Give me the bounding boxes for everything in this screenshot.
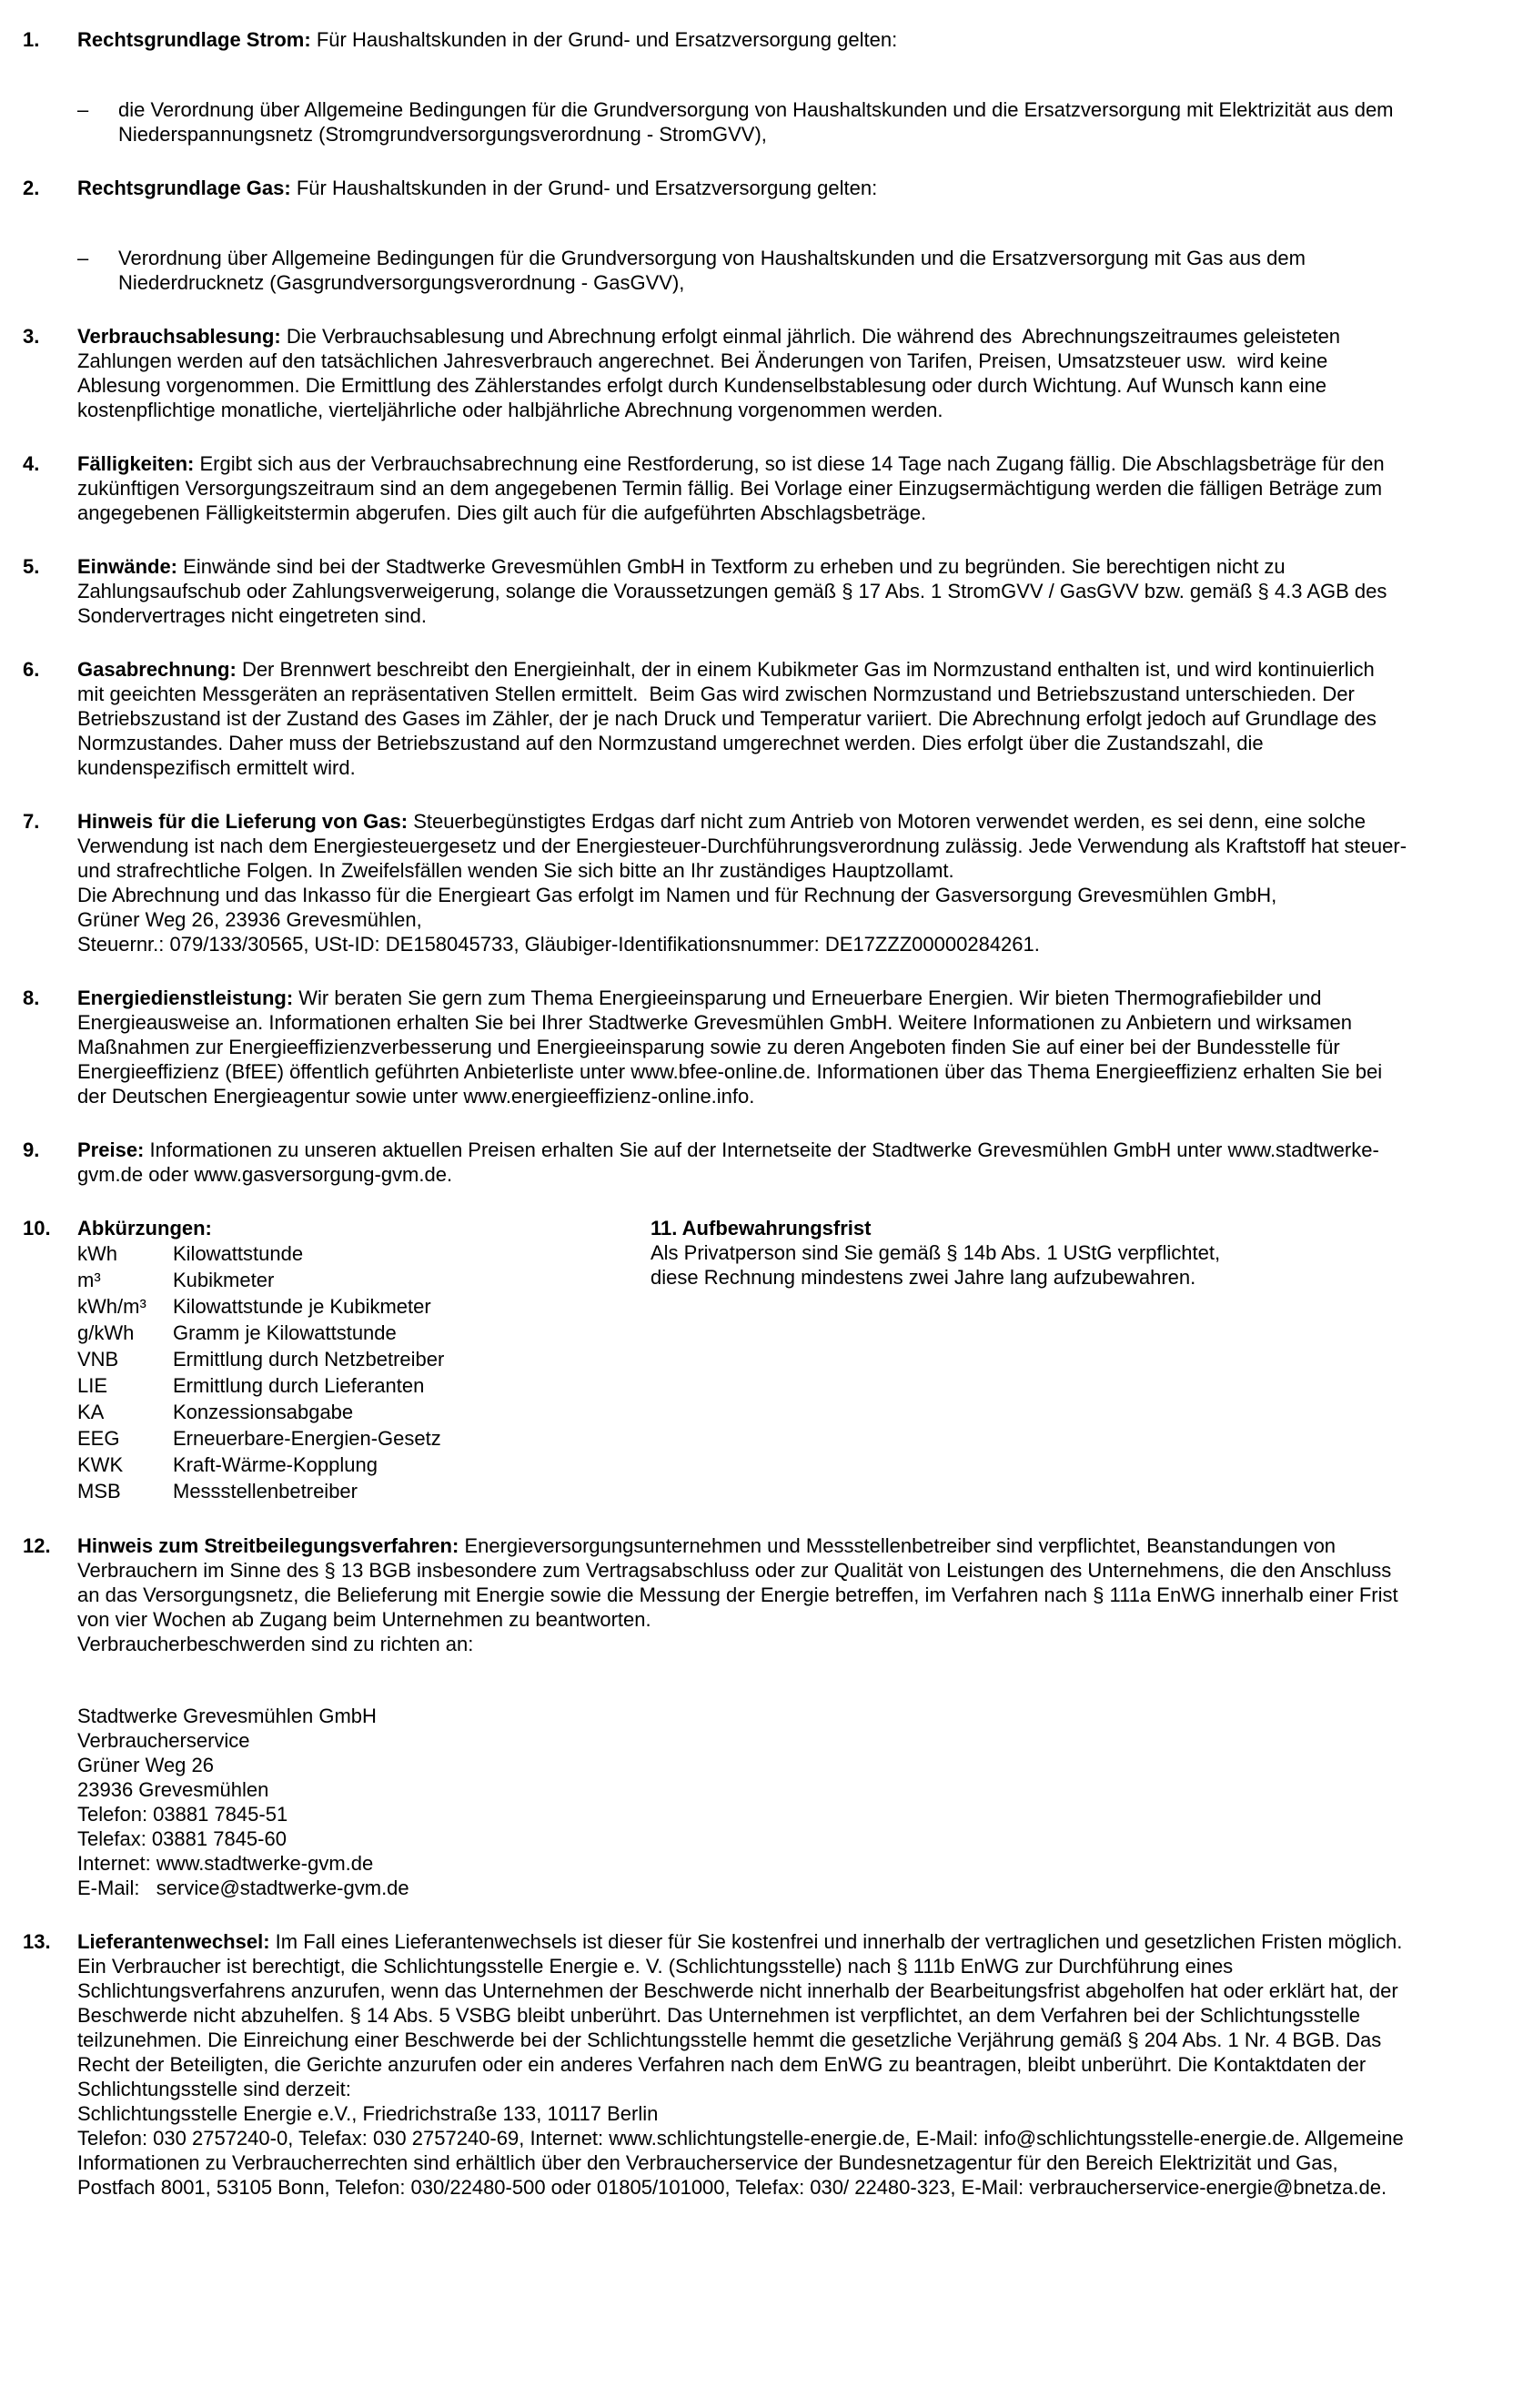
item-paragraph	[77, 27, 1408, 52]
item-title: Hinweis für die Lieferung von Gas:	[77, 810, 409, 833]
abbreviation-code: kWh	[77, 1242, 117, 1265]
abbreviation-description: Messstellenbetreiber	[173, 1480, 358, 1502]
abbreviation-code: kWh/m³	[77, 1295, 146, 1318]
billing-address-line: Grüner Weg 26, 23936 Grevesmühlen,	[77, 908, 422, 931]
abbreviations-table	[77, 1240, 651, 1504]
item-paragraph	[77, 1533, 1408, 1632]
arbitration-contact-line: Schlichtungsstelle Energie e.V., Friedrichstraße 133, 10117 Berlin	[77, 2102, 659, 2125]
item-number: 1.	[23, 28, 40, 51]
item-lead-text: Für Haushaltskunden in der Grund- und Ersatzversorgung gelten:	[296, 177, 878, 199]
list-item-4	[23, 451, 1408, 525]
item-paragraph	[77, 657, 1408, 780]
abbreviation-row	[77, 1240, 651, 1267]
abbreviation-description: Ermittlung durch Netzbetreiber	[173, 1348, 445, 1371]
complaints-note-line: Verbraucherbeschwerden sind zu richten an:	[77, 1633, 474, 1655]
abbreviation-row	[77, 1399, 651, 1425]
list-item-9	[23, 1138, 1408, 1187]
item-number: 5.	[23, 555, 40, 578]
list-item-6	[23, 657, 1408, 780]
item-paragraph	[77, 986, 1408, 1108]
item-paragraph	[77, 324, 1408, 422]
bullet-text: Verordnung über Allgemeine Bedingungen für die Grundversorgung von Haushaltskunden und die Ersatzversorgung mit Gas aus dem Niederdrucknetz (Gasgrundversorgungsverordnung - GasGVV),	[118, 247, 1312, 294]
item-number: 4.	[23, 452, 40, 475]
retention-text-line: diese Rechnung mindestens zwei Jahre lang aufzubewahren.	[651, 1266, 1196, 1289]
list-item-1	[23, 27, 1408, 147]
item-lead-text: Für Haushaltskunden in der Grund- und Ersatzversorgung gelten:	[316, 28, 898, 51]
item-title: Energiedienstleistung:	[77, 986, 294, 1009]
abbreviation-row	[77, 1293, 651, 1320]
list-item-3	[23, 324, 1408, 422]
contact-address-block	[77, 1704, 1408, 1900]
item-body-text: Steuerbegünstigtes Erdgas darf nicht zum Antrieb von Motoren verwendet werden, es sei denn, eine solche Verwendung ist nach dem Energiesteuergesetz und der Energiesteuer-Durchführungsverordnung zulässig. Jede Verwendung als Kraftstoff hat steuer- und strafrechtliche Folgen. In Zweifelsfällen wenden Sie sich bitte an Ihr zuständiges Hauptzollamt.	[77, 810, 1413, 882]
retention-column	[651, 1216, 1408, 1504]
abbreviation-code: KA	[77, 1401, 105, 1423]
abbreviation-description: Gramm je Kilowattstunde	[173, 1321, 397, 1344]
item-paragraph	[77, 451, 1408, 525]
item-paragraph	[77, 176, 1408, 200]
item-body-text: Energieversorgungsunternehmen und Messstellenbetreiber sind verpflichtet, Beanstandungen von Verbrauchern im Sinne des § 13 BGB insbesondere zum Vertragsabschluss oder zur Qualität von Leistungen des Unternehmens, die den Anschluss an das Versorgungsnetz, die Belieferung mit Energie sowie die Messung der Energie betreffen, im Verfahren nach § 111a EnWG innerhalb einer Frist von vier Wochen ab Zugang beim Unternehmen zu beantworten.	[77, 1534, 1404, 1631]
abbreviation-description: Konzessionsabgabe	[173, 1401, 354, 1423]
list-item-10-11	[23, 1216, 1408, 1504]
bullet-dash: –	[77, 98, 89, 121]
list-item-5	[23, 554, 1408, 628]
billing-info-line: Die Abrechnung und das Inkasso für die Energieart Gas erfolgt im Namen und für Rechnung der Gasversorgung Grevesmühlen GmbH,	[77, 884, 1277, 906]
abbreviation-code: VNB	[77, 1348, 119, 1371]
abbreviation-description: Kilowattstunde je Kubikmeter	[173, 1295, 431, 1318]
list-item-13	[23, 1929, 1408, 2200]
item-paragraph	[77, 809, 1413, 883]
abbreviation-code: m³	[77, 1269, 101, 1291]
bullet-dash: –	[77, 247, 89, 269]
item-number: 2.	[23, 177, 40, 199]
two-column-block	[77, 1216, 1408, 1504]
abbreviation-description: Kraft-Wärme-Kopplung	[173, 1453, 378, 1476]
item-number: 12.	[23, 1534, 51, 1557]
list-item-12	[23, 1533, 1408, 1900]
retention-text-line: Als Privatperson sind Sie gemäß § 14b Abs. 1 UStG verpflichtet,	[651, 1241, 1221, 1264]
address-email-line: E-Mail: service@stadtwerke-gvm.de	[77, 1877, 409, 1899]
item-body-text: Die Verbrauchsablesung und Abrechnung erfolgt einmal jährlich. Die während des Abrechnungszeitraumes geleisteten Zahlungen werden auf den tatsächlichen Jahresverbrauch angerechnet. Bei Änderungen von Tarifen, Preisen, Umsatzsteuer usw. wird keine Ablesung vorgenommen. Die Ermittlung des Zählerstandes erfolgt durch Kundenselbstablesung oder durch Wichtung. Auf Wunsch kann eine kostenpflichtige monatliche, vierteljährliche oder halbjährliche Abrechnung vorgenommen werden.	[77, 325, 1347, 421]
abbreviation-row	[77, 1452, 651, 1478]
arbitration-details-paragraph: Telefon: 030 2757240-0, Telefax: 030 2757240-69, Internet: www.schlichtungstelle-energie.de, E-Mail: info@schlichtungsstelle-energie.de. Allgemeine Informationen zu Verbraucherrechten sind erhältlich über den Verbraucherservice der Bundesnetzagentur für den Bereich Elektrizität und Gas, Postfach 8001, 53105 Bonn, Telefon: 030/22480-500 oder 01805/101000, Telefax: 030/ 22480-323, E-Mail: verbraucherservice-energie@bnetza.de.	[77, 2127, 1409, 2199]
item-number: 6.	[23, 658, 40, 681]
item-body-text: Wir beraten Sie gern zum Thema Energieeinsparung und Erneuerbare Energien. Wir bieten Thermografiebilder und Energieausweise an. Informationen erhalten Sie bei Ihrer Stadtwerke Grevesmühlen GmbH. Weitere Informationen zu Anbietern und wirksamen Maßnahmen zur Energieeffizienzverbesserung und Energieeinsparung sowie zu deren Angeboten finden Sie auf einer bei der Bundesstelle für Energieeffizienz (BfEE) öffentlich geführten Anbieterliste unter www.bfee-online.de. Informationen über das Thema Energieeffizienz erhalten Sie bei der Deutschen Energieagentur sowie unter www.energieeffizienz-online.info.	[77, 986, 1388, 1108]
item-number: 10.	[23, 1217, 51, 1239]
item-number: 13.	[23, 1930, 51, 1953]
abbreviation-code: KWK	[77, 1453, 124, 1476]
bullet-text: die Verordnung über Allgemeine Bedingungen für die Grundversorgung von Haushaltskunden und die Ersatzversorgung mit Elektrizität aus dem Niederspannungsnetz (Stromgrundversorgungsverordnung - StromGVV),	[118, 98, 1399, 146]
item-title: Lieferantenwechsel:	[77, 1930, 270, 1953]
item-title: Rechtsgrundlage Strom:	[77, 28, 311, 51]
abbreviations-column	[77, 1216, 651, 1504]
item-paragraph	[77, 1138, 1408, 1187]
item-number: 8.	[23, 986, 40, 1009]
list-item-8	[23, 986, 1408, 1108]
abbreviation-code: LIE	[77, 1374, 108, 1397]
abbreviation-description: Kubikmeter	[173, 1269, 275, 1291]
abbreviation-code: EEG	[77, 1427, 120, 1450]
item-title: Rechtsgrundlage Gas:	[77, 177, 291, 199]
list-item-7	[23, 809, 1413, 956]
abbreviation-row	[77, 1372, 651, 1399]
item-number: 3.	[23, 325, 40, 348]
bullet-item	[77, 246, 1408, 295]
abbreviation-description: Kilowattstunde	[173, 1242, 304, 1265]
abbreviation-description: Ermittlung durch Lieferanten	[173, 1374, 425, 1397]
bullet-item	[77, 97, 1408, 147]
item-title: Preise:	[77, 1138, 145, 1161]
address-line: Verbraucherservice	[77, 1729, 250, 1752]
arbitration-paragraph: Ein Verbraucher ist berechtigt, die Schlichtungsstelle Energie e. V. (Schlichtungsstelle) nach § 111b EnWG zur Durchführung eines Schlichtungsverfahrens anzurufen, wenn das Unternehmen der Beschwerde nicht innerhalb der Bearbeitungsfrist abgeholfen hat oder erklärt hat, der Beschwerde nicht abzuhelfen. § 14 Abs. 5 VSBG bleibt unberührt. Das Unternehmen ist verpflichtet, an dem Verfahren bei der Schlichtungsstelle teilzunehmen. Die Einreichung einer Beschwerde bei der Schlichtungsstelle hemmt die gesetzliche Verjährung gemäß § 204 Abs. 1 Nr. 4 BGB. Das Recht der Beteiligten, die Gerichte anzurufen oder ein anderes Verfahren nach dem EnWG zu beantragen, bleibt unberührt. Die Kontaktdaten der Schlichtungsstelle sind derzeit:	[77, 1955, 1404, 2100]
item-heading: 11. Aufbewahrungsfrist	[651, 1217, 872, 1239]
item-body-text: Informationen zu unseren aktuellen Preisen erhalten Sie auf der Internetseite der Stadtwerke Grevesmühlen GmbH unter www.stadtwerke-gvm.de oder www.gasversorgung-gvm.de.	[77, 1138, 1379, 1186]
item-body-text: Ergibt sich aus der Verbrauchsabrechnung eine Restforderung, so ist diese 14 Tage nach Zugang fällig. Die Abschlagsbeträge für den zukünftigen Versorgungszeitraum sind an dem angegebenen Termin fällig. Bei Vorlage einer Einzugsermächtigung werden die fälligen Beträge zum angegebenen Fälligkeitstermin abgerufen. Dies gilt auch für die aufgeführten Abschlagsbeträge.	[77, 452, 1390, 524]
item-paragraph	[77, 1929, 1408, 1954]
tax-id-line: Steuernr.: 079/133/30565, USt-ID: DE158045733, Gläubiger-Identifikationsnummer: DE17ZZZ00000284261.	[77, 933, 1040, 956]
abbreviation-row	[77, 1320, 651, 1346]
address-line: Stadtwerke Grevesmühlen GmbH	[77, 1705, 377, 1727]
item-title: Fälligkeiten:	[77, 452, 195, 475]
address-line: Grüner Weg 26	[77, 1754, 215, 1776]
item-paragraph	[77, 554, 1408, 628]
item-title: Gasabrechnung:	[77, 658, 237, 681]
abbreviation-code: g/kWh	[77, 1321, 135, 1344]
item-body-text: Der Brennwert beschreibt den Energieinhalt, der in einem Kubikmeter Gas im Normzustand enthalten ist, und wird kontinuierlich mit geeichten Messgeräten an repräsentativen Stellen ermittelt. Beim Gas wird zwischen Normzustand und Betriebszustand unterschieden. Der Betriebszustand ist der Zustand des Gases im Zähler, der je nach Druck und Temperatur variiert. Die Abrechnung erfolgt jedoch auf Grundlage des Normzustandes. Daher muss der Betriebszustand auf den Normzustand umgerechnet werden. Dies erfolgt über die Zustandszahl, die kundenspezifisch ermittelt wird.	[77, 658, 1387, 779]
item-body-text: Einwände sind bei der Stadtwerke Grevesmühlen GmbH in Textform zu erheben und zu begründen. Sie berechtigen nicht zu Zahlungsaufschub oder Zahlungsverweigerung, solange die Voraussetzungen gemäß § 17 Abs. 1 StromGVV / GasGVV bzw. gemäß § 4.3 AGB des Sondervertrages nicht eingetreten sind.	[77, 555, 1393, 627]
item-body-text: Im Fall eines Lieferantenwechsels ist dieser für Sie kostenfrei und innerhalb der vertraglichen und gesetzlichen Fristen möglich.	[275, 1930, 1403, 1953]
item-number: 9.	[23, 1138, 40, 1161]
address-internet-line: Internet: www.stadtwerke-gvm.de	[77, 1852, 374, 1875]
item-title: Abkürzungen:	[77, 1217, 212, 1239]
abbreviation-row	[77, 1267, 651, 1293]
abbreviation-row	[77, 1346, 651, 1372]
abbreviation-row	[77, 1478, 651, 1504]
abbreviation-code: MSB	[77, 1480, 121, 1502]
address-fax-line: Telefax: 03881 7845-60	[77, 1827, 287, 1850]
item-title: Verbrauchsablesung:	[77, 325, 281, 348]
abbreviation-row	[77, 1425, 651, 1452]
address-phone-line: Telefon: 03881 7845-51	[77, 1803, 288, 1826]
abbreviation-description: Erneuerbare-Energien-Gesetz	[173, 1427, 441, 1450]
list-item-2	[23, 176, 1408, 295]
item-title: Hinweis zum Streitbeilegungsverfahren:	[77, 1534, 459, 1557]
address-line: 23936 Grevesmühlen	[77, 1778, 269, 1801]
item-number: 7.	[23, 810, 40, 833]
item-title: Einwände:	[77, 555, 178, 578]
